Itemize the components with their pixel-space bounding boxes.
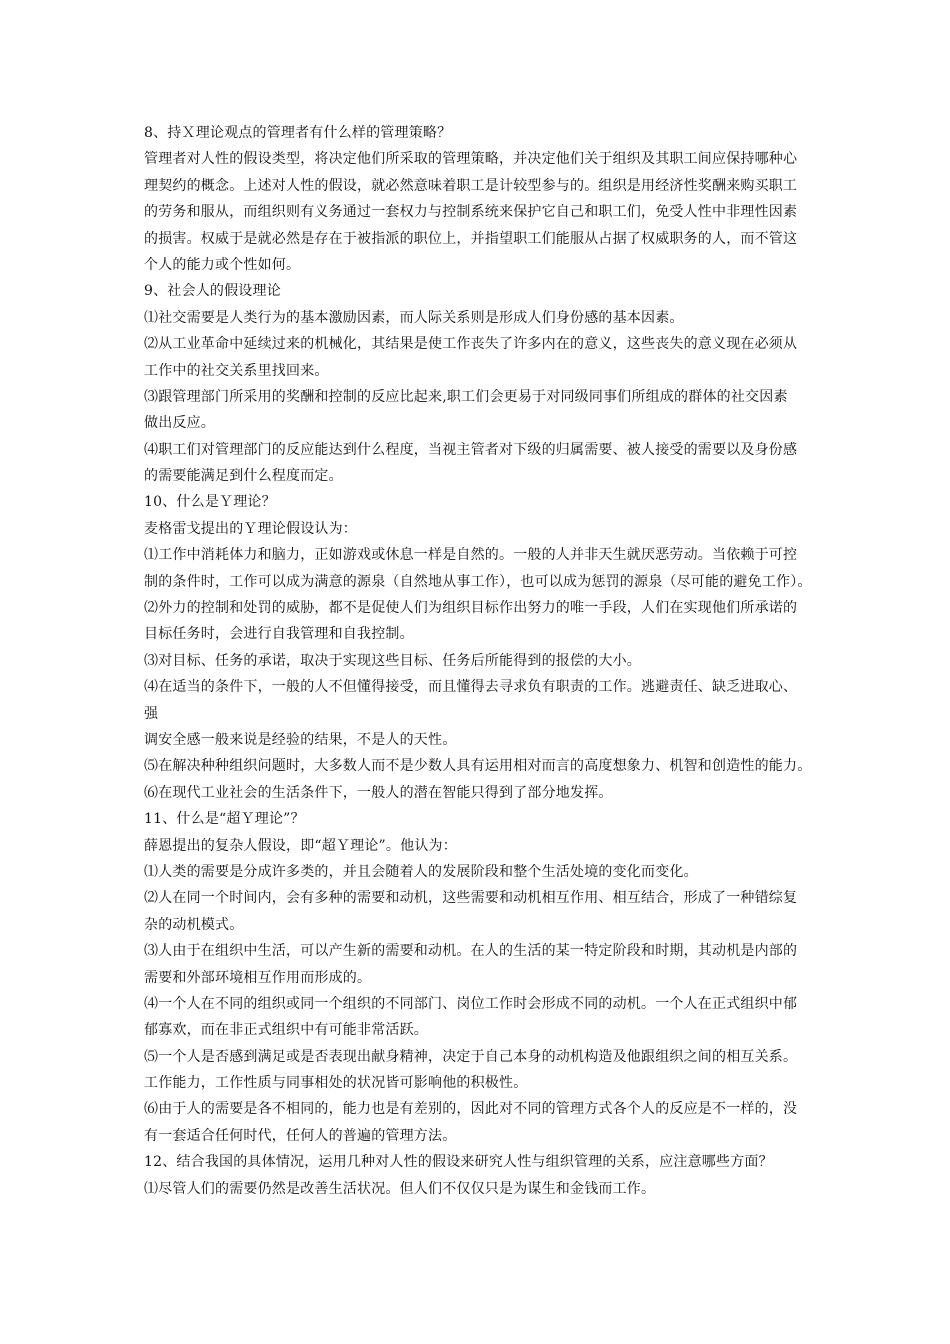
paragraph-line: 工作能力，工作性质与同事相处的状况皆可影响他的积极性。 <box>144 1075 528 1092</box>
paragraph-line: 个人的能力或个性如何。 <box>144 256 301 273</box>
paragraph-line: 目标任务时，会进行自我管理和自我控制。 <box>144 626 414 643</box>
paragraph-line: 有一套适合任何时代，任何人的普遍的管理方法。 <box>144 1127 457 1144</box>
paragraph-line: ⑴社交需要是人类行为的基本激励因素，而人际关系则是形成人们身份感的基本因素。 <box>144 309 684 326</box>
paragraph-line: 制的条件时，工作可以成为满意的源泉（自然地从事工作），也可以成为惩罚的源泉（尽可能的避免工作）。 <box>144 573 812 590</box>
paragraph-line: 郁寡欢，而在非正式组织中有可能非常活跃。 <box>144 1022 428 1039</box>
question-12-heading: 12、结合我国的具体情况，运用几种对人性的假设来研究人性与组织管理的关系，应注意哪些方面？ <box>144 1154 773 1171</box>
paragraph-line: ⑶跟管理部门所采用的奖酬和控制的反应比起来,职工们会更易于对同级同事们所组成的群体的社交因素 <box>144 388 788 405</box>
paragraph-line: 麦格雷戈提出的Ｙ理论假设认为： <box>144 520 357 537</box>
paragraph-line: 调安全感一般来说是经验的结果，不是人的天性。 <box>144 731 457 748</box>
paragraph-line: ⑴尽管人们的需要仍然是改善生活状况。但人们不仅仅只是为谋生和金钱而工作。 <box>144 1180 656 1197</box>
paragraph-line: 做出反应。 <box>144 415 215 432</box>
question-8-heading: 8、持Ｘ理论观点的管理者有什么样的管理策略？ <box>144 125 452 141</box>
paragraph-line: ⑵外力的控制和处罚的威胁，都不是促使人们为组织目标作出努力的唯一手段，人们在实现他们所承诺的 <box>144 600 798 617</box>
paragraph-line: 工作中的社交关系里找回来。 <box>144 362 329 379</box>
paragraph-line: ⑷职工们对管理部门的反应能达到什么程度，当视主管者对下级的归属需要、被人接受的需要以及身份感 <box>144 441 798 458</box>
paragraph-line: 需要和外部环境相互作用而形成的。 <box>144 969 372 986</box>
paragraph-line: 管理者对人性的假设类型，将决定他们所采取的管理策略，并决定他们关于组织及其职工间应保持哪种心 <box>144 151 798 168</box>
paragraph-line: 的需要能满足到什么程度而定。 <box>144 468 343 485</box>
paragraph-line: 强 <box>144 705 159 722</box>
paragraph-line: 薛恩提出的复杂人假设，即“超Ｙ理论”。他认为： <box>144 837 457 854</box>
paragraph-line: ⑴工作中消耗体力和脑力，正如游戏或休息一样是自然的。一般的人并非天生就厌恶劳动。当依赖于可控 <box>144 547 798 564</box>
question-9-heading: 9、社会人的假设理论 <box>144 283 281 300</box>
question-10-heading: 10、什么是Ｙ理论？ <box>144 494 276 511</box>
paragraph-line: 杂的动机模式。 <box>144 916 244 933</box>
paragraph-line: ⑴人类的需要是分成许多类的，并且会随着人的发展阶段和整个生活处境的变化而变化。 <box>144 863 698 880</box>
paragraph-line: 理契约的概念。上述对人性的假设，就必然意味着职工是计较型参与的。组织是用经济性奖酬来购买职工 <box>144 177 798 194</box>
paragraph-line: ⑵从工业革命中延续过来的机械化，其结果是使工作丧失了许多内在的意义，这些丧失的意义现在必须从 <box>144 336 798 353</box>
paragraph-line: ⑵人在同一个时间内，会有多种的需要和动机，这些需要和动机相互作用、相互结合，形成了一种错综复 <box>144 890 798 907</box>
paragraph-line: ⑶对目标、任务的承诺，取决于实现这些目标、任务后所能得到的报偿的大小。 <box>144 652 641 669</box>
document-body <box>144 120 814 1202</box>
paragraph-line: ⑹由于人的需要是各不相同的，能力也是有差别的，因此对不同的管理方式各个人的反应是不一样的，没 <box>144 1101 798 1118</box>
paragraph-line: ⑷一个人在不同的组织或同一个组织的不同部门、岗位工作时会形成不同的动机。一个人在正式组织中郁 <box>144 995 798 1012</box>
paragraph-line: 的劳务和服从，而组织则有义务通过一套权力与控制系统来保护它自己和职工们，免受人性中非理性因素 <box>144 204 798 221</box>
paragraph-line: 的损害。权威于是就必然是存在于被指派的职位上，并指望职工们能服从占据了权威职务的人，而不管这 <box>144 230 798 247</box>
paragraph-line: ⑸一个人是否感到满足或是否表现出献身精神，决定于自己本身的动机构造及他跟组织之间的相互关系。 <box>144 1048 798 1065</box>
paragraph-line: ⑸在解决种种组织问题时，大多数人而不是少数人具有运用相对而言的高度想象力、机智和创造性的能力。 <box>144 758 812 775</box>
question-11-heading: 11、什么是“超Ｙ理论”？ <box>144 811 305 828</box>
paragraph-line: ⑹在现代工业社会的生活条件下，一般人的潜在智能只得到了部分地发挥。 <box>144 784 613 801</box>
paragraph-line: ⑶人由于在组织中生活，可以产生新的需要和动机。在人的生活的某一特定阶段和时期，其动机是内部的 <box>144 943 798 960</box>
paragraph-line: ⑷在适当的条件下，一般的人不但懂得接受，而且懂得去寻求负有职责的工作。逃避责任、缺乏进取心、 <box>144 679 798 696</box>
